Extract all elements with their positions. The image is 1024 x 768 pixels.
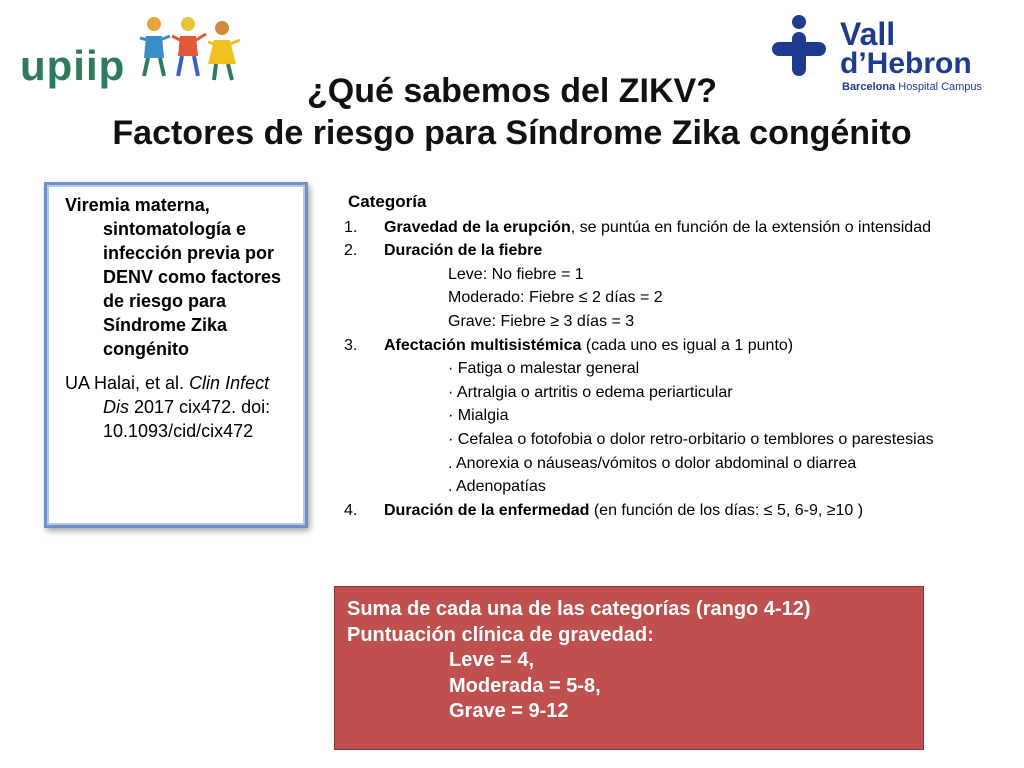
summary-line-1: Suma de cada una de las categorías (rango 4-12): [347, 598, 811, 620]
category-item-4: [344, 499, 944, 523]
category-item-1: [344, 216, 944, 240]
reference-statement: Viremia materna, sintomatología e infección previa por DENV como factores de riesgo para Síndrome Zika congénito: [65, 195, 282, 359]
reference-citation: [65, 371, 289, 443]
symptom-item: · Mialgia: [448, 407, 509, 425]
severity-level: Grave = 9-12: [449, 700, 569, 723]
upiip-wordmark: upiip: [20, 42, 126, 89]
page-title: [0, 70, 1024, 154]
category-number: 1.: [344, 218, 358, 236]
category-number: 3.: [344, 336, 358, 354]
category-number: 2.: [344, 242, 358, 260]
category-description: , se puntúa en función de la extensión o intensidad: [570, 218, 931, 236]
citation-journal: Clin Infect Dis: [103, 373, 270, 417]
symptom-item: · Artralgia o artritis o edema periarticular: [448, 383, 733, 401]
category-title: Duración de la enfermedad: [384, 501, 590, 519]
logo-line-hebron: d’Hebron: [840, 47, 972, 80]
reference-box: [44, 182, 308, 528]
severity-level: Leve = 4,: [449, 649, 535, 672]
severity-summary-box: [334, 586, 924, 750]
fever-level: Leve: No fiebre = 1: [448, 265, 584, 283]
category-item-2: [344, 239, 944, 263]
category-description: (en función de los días: ≤ 5, 6-9, ≥10 ): [589, 501, 864, 519]
category-item-3: [344, 334, 944, 358]
category-title: Gravedad de la erupción: [384, 218, 571, 236]
category-title: Afectación multisistémica: [384, 336, 582, 354]
symptom-item: . Adenopatías: [448, 478, 546, 496]
citation-details: 2017 cix472. doi: 10.1093/cid/cix472: [103, 397, 271, 441]
title-line-1: ¿Qué sabemos del ZIKV?: [307, 72, 717, 110]
severity-level: Moderada = 5-8,: [449, 674, 601, 697]
citation-authors: UA Halai, et al.: [65, 373, 190, 393]
symptom-item: · Cefalea o fotofobia o dolor retro-orbitario o temblores o parestesias: [448, 430, 934, 448]
logo-campus-city: Barcelona: [842, 81, 896, 93]
category-heading: Categoría: [348, 192, 427, 211]
logo-campus-rest: Hospital Campus: [898, 81, 983, 93]
symptom-item: · Fatiga o malestar general: [448, 360, 640, 378]
fever-level: Moderado: Fiebre ≤ 2 días = 2: [448, 289, 663, 307]
symptom-item: . Anorexia o náuseas/vómitos o dolor abdominal o diarrea: [448, 454, 857, 472]
logo-line-vall: Vall: [840, 16, 896, 52]
category-number: 4.: [344, 501, 358, 519]
title-line-2: Factores de riesgo para Síndrome Zika congénito: [112, 114, 912, 152]
summary-line-2: Puntuación clínica de gravedad:: [347, 623, 654, 646]
fever-level: Grave: Fiebre ≥ 3 días = 3: [448, 312, 635, 330]
category-title: Duración de la fiebre: [384, 242, 543, 260]
category-list: [344, 190, 944, 522]
category-description: (cada uno es igual a 1 punto): [581, 336, 794, 354]
